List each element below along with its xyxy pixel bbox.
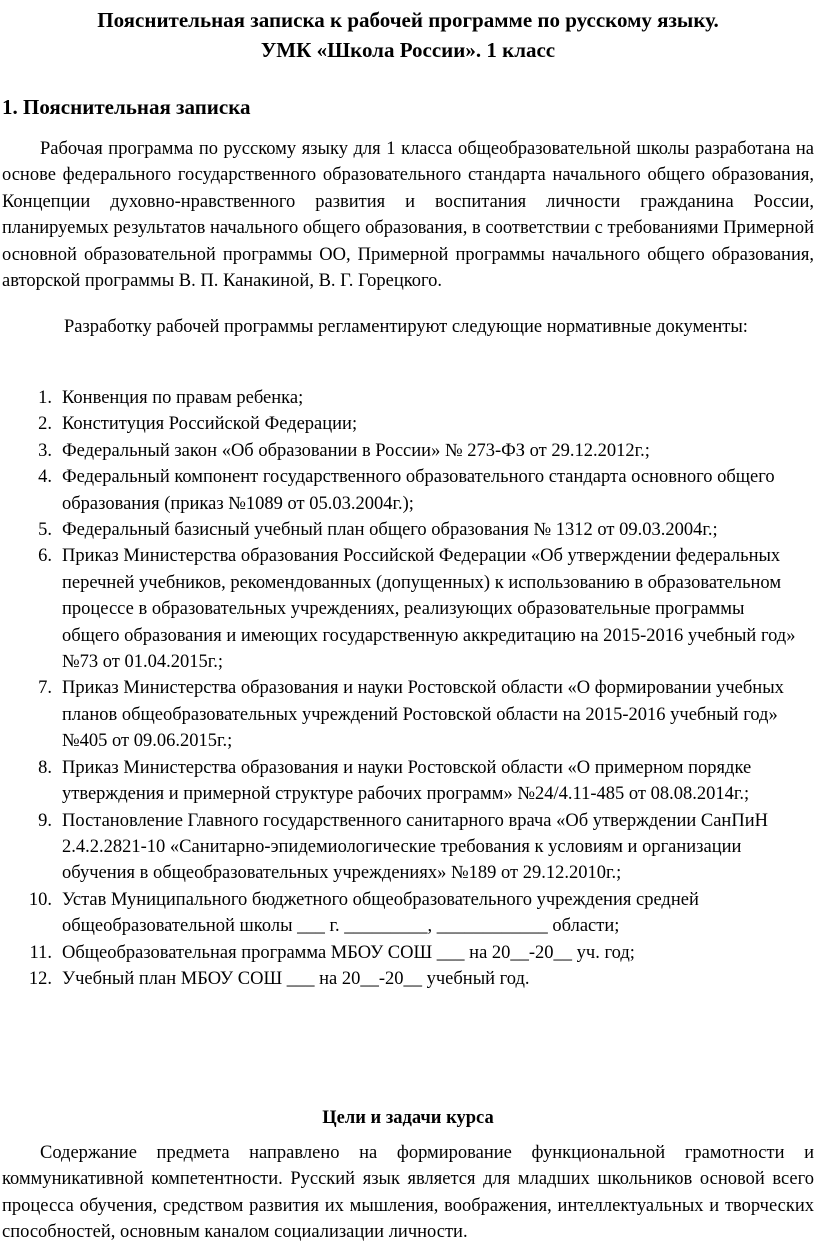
list-item-text: Приказ Министерства образования Российской Федерации «Об утверждении федеральных перечней учебников, рекомендованных (допущенных) к использованию в образовательном процессе в образовательных учреждениях, реализующих образовательные программы общего образования и имеющих государственную аккредитацию на 2015-2016 учебный год» №73 от 01.04.2015г.; [62,546,796,673]
list-item-text: Учебный план МБОУ СОШ ___ на 20__-20__ учебный год. [62,968,530,989]
paragraph-regulatory-docs-intro: Разработку рабочей программы регламентируют следующие нормативные документы: [64,317,748,337]
list-item [0,464,800,517]
list-item [0,675,800,754]
list-item-text: Общеобразовательная программа МБОУ СОШ ___ на 20__-20__ уч. год; [62,942,635,963]
list-item-number: 11. [29,942,52,963]
section-heading-explanatory-note: 1. Пояснительная записка [2,95,251,119]
document-title-line-2: УМК «Школа России». 1 класс [260,38,556,62]
paragraph-course-content: Содержание предмета направлено на формирование функциональной грамотности и коммуникативной компетентности. Русский язык является для младших школьников основой всего процесса обучения, средством развития их мышления, воображения, интеллектуальных и творческих способностей, основным каналом социализации личности. [2,1143,814,1243]
list-item-number: 5. [38,520,52,541]
list-item-number: 10. [28,889,52,910]
regulatory-documents-list [0,385,816,992]
list-item-text: Приказ Министерства образования и науки Ростовской области «О примерном порядке утверждения и примерной структуре рабочих программ» №24/4.11-485 от 08.08.2014г.; [62,757,752,805]
list-item [0,755,800,808]
list-item [0,940,800,966]
list-item [0,517,800,543]
paragraph-program-basis: Рабочая программа по русскому языку для 1 класса общеобразовательной школы разработана на основе федерального государственного образовательного стандарта начального общего образования, Концепции духовно-нравственного развития и воспитания личности гражданина России, планируемых результатов начального общего образования, в соответствии с требованиями Примерной основной образовательной программы ОО, Примерной программы начального общего образования, авторской программы В. П. Канакиной, В. Г. Горецкого. [2,139,814,292]
list-item-number: 8. [38,757,52,778]
list-item-number: 3. [38,440,52,461]
list-item-number: 12. [28,968,52,989]
list-item-number: 2. [38,414,52,435]
list-item [0,887,800,940]
list-item-text: Конвенция по правам ребенка; [62,388,304,408]
document-title-line-1: Пояснительная записка к рабочей программе по русскому языку. [97,8,719,32]
list-item-number: 1. [38,388,52,408]
list-item-number: 6. [38,546,52,567]
list-item-text: Конституция Российской Федерации; [62,414,358,435]
list-item-text: Постановление Главного государственного санитарного врача «Об утверждении СанПиН 2.4.2.2821-10 «Санитарно-эпидемиологические требования к условиям и организации обучения в общеобразовательных учреждениях» №189 от 29.12.2010г.; [62,810,768,884]
list-item-text: Устав Муниципального бюджетного общеобразовательного учреждения средней общеобразовательной школы ___ г. _________, ____________ области; [62,889,699,937]
list-item-text: Приказ Министерства образования и науки Ростовской области «О формировании учебных планов общеобразовательных учреждений Ростовской области на 2015-2016 учебный год» №405 от 09.06.2015г.; [62,678,784,752]
list-item [0,411,800,437]
list-item [0,966,800,992]
list-item [0,385,800,411]
list-item-number: 7. [38,678,52,699]
list-item-text: Федеральный компонент государственного образовательного стандарта основного общего образования (приказ №1089 от 05.03.2004г.); [62,467,775,514]
list-item-text: Федеральный закон «Об образовании в России» № 273-ФЗ от 29.12.2012г.; [62,440,650,461]
list-item [0,808,800,887]
section-heading-goals: Цели и задачи курса [322,1108,494,1128]
list-item-number: 9. [38,810,52,831]
list-item-number: 4. [38,467,52,488]
list-item [0,438,800,464]
list-item-text: Федеральный базисный учебный план общего образования № 1312 от 09.03.2004г.; [62,520,718,541]
list-item [0,543,800,675]
